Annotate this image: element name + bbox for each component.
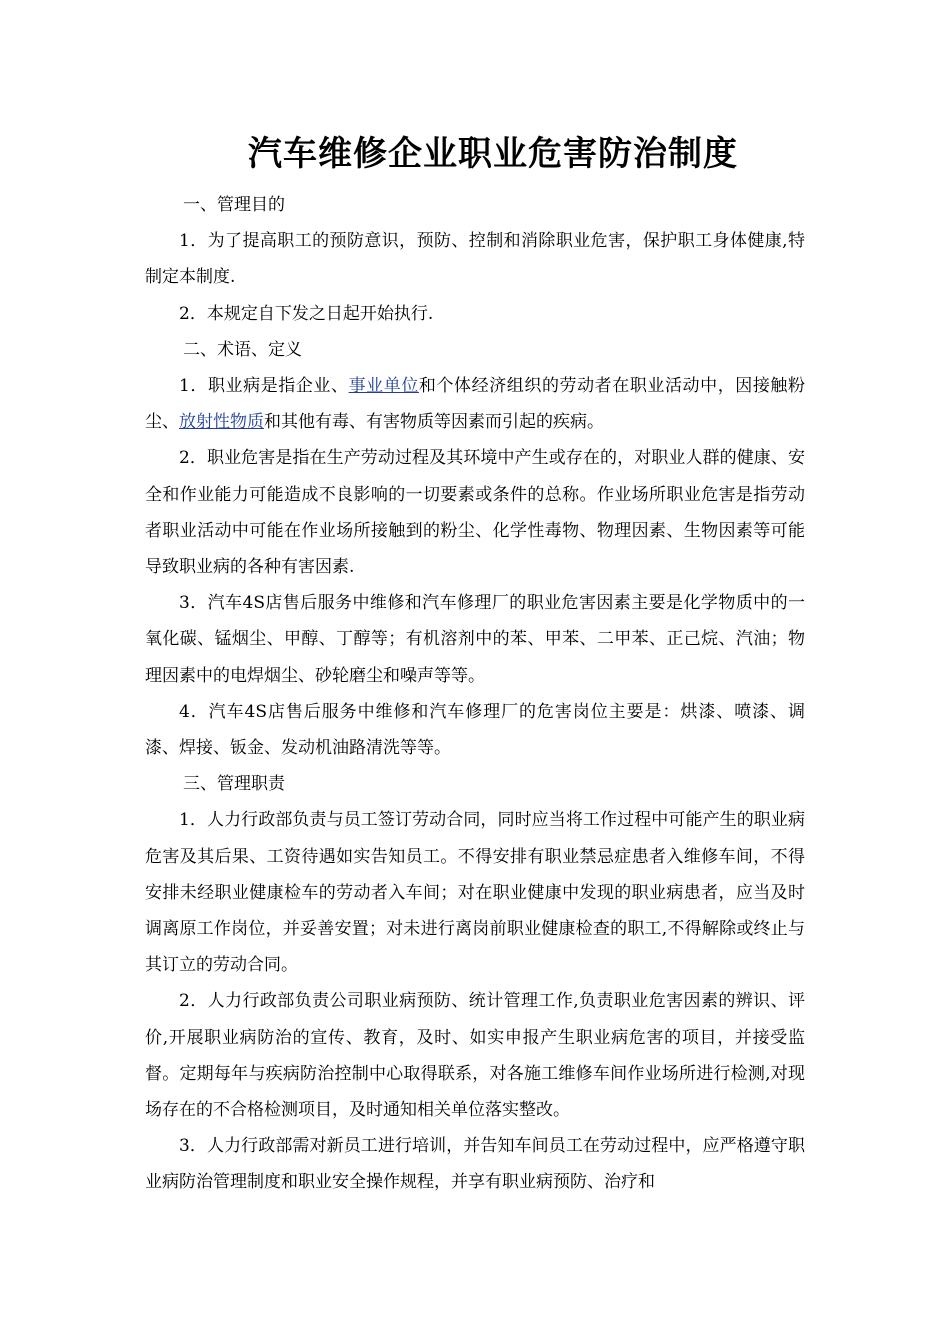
paragraph-text: 2．本规定自下发之日起开始执行. xyxy=(179,303,434,324)
paragraph-text: 3．汽车4S店售后服务中维修和汽车修理厂的职业危害因素主要是化学物质中的一氧化碳、锰烟尘、甲醇、丁醇等；有机溶剂中的苯、甲苯、二甲苯、正己烷、汽油；物理因素中的电焊烟尘、砂轮磨尘和噪声等等。 xyxy=(145,593,805,686)
body-paragraph xyxy=(145,368,805,440)
paragraph-text: 和个体经济组织的劳动者在职业活动中，因接触粉尘、 xyxy=(145,376,806,433)
body-paragraph xyxy=(145,1128,805,1200)
section-heading: 三、管理职责 xyxy=(183,774,285,795)
paragraph-text: 2．人力行政部负责公司职业病预防、统计管理工作,负责职业危害因素的辨识、评价,开展职业病防治的宣传、教育，及时、如实申报产生职业病危害的项目，并接受监督。定期每年与疾病防治控制中心取得联系，对各施工维修车间作业场所进行检测,对现场存在的不合格检测项目，及时通知相关单位落实整改。 xyxy=(145,991,805,1121)
document-body xyxy=(145,187,805,1201)
body-paragraph xyxy=(145,983,805,1128)
body-paragraph xyxy=(145,440,805,585)
section-heading: 一、管理目的 xyxy=(183,195,285,215)
body-paragraph xyxy=(145,585,805,694)
paragraph-text: 3．人力行政部需对新员工进行培训，并告知车间员工在劳动过程中，应严格遵守职业病防治管理制度和职业安全操作规程，并享有职业病预防、治疗和 xyxy=(145,1136,805,1193)
body-paragraph xyxy=(145,694,805,766)
body-paragraph xyxy=(145,296,805,332)
paragraph-text: 4．汽车4S店售后服务中维修和汽车修理厂的危害岗位主要是：烘漆、喷漆、调漆、焊接、钣金、发动机油路清洗等等。 xyxy=(145,701,805,759)
paragraph-text: 1．人力行政部负责与员工签订劳动合同，同时应当将工作过程中可能产生的职业病危害及其后果、工资待遇如实告知员工。不得安排有职业禁忌症患者入维修车间，不得安排未经职业健康检车的劳动者入车间；对在职业健康中发现的职业病患者，应当及时调离原工作岗位，并妥善安置；对未进行离岗前职业健康检查的职工,不得解除或终止与其订立的劳动合同。 xyxy=(145,810,805,976)
paragraph-text: 2．职业危害是指在生产劳动过程及其环境中产生或存在的，对职业人群的健康、安全和作业能力可能造成不良影响的一切要素或条件的总称。作业场所职业危害是指劳动者职业活动中可能在作业场所接触到的粉尘、化学性毒物、物理因素、生物因素等可能导致职业病的各种有害因素. xyxy=(145,448,805,578)
document-title: 汽车维修企业职业危害防治制度 xyxy=(248,134,738,174)
body-paragraph xyxy=(145,802,805,983)
section-heading: 二、术语、定义 xyxy=(183,339,302,360)
paragraph-text: 1．职业病是指企业、 xyxy=(179,376,349,397)
body-paragraph xyxy=(145,223,805,295)
term-link[interactable]: 事业单位 xyxy=(348,376,419,397)
paragraph-text: 1．为了提高职工的预防意识，预防、控制和消除职业危害，保护职工身体健康,特制定本制度. xyxy=(145,231,805,288)
term-link[interactable]: 放射性物质 xyxy=(179,412,264,433)
paragraph-text: 和其他有毒、有害物质等因素而引起的疾病。 xyxy=(264,412,604,433)
